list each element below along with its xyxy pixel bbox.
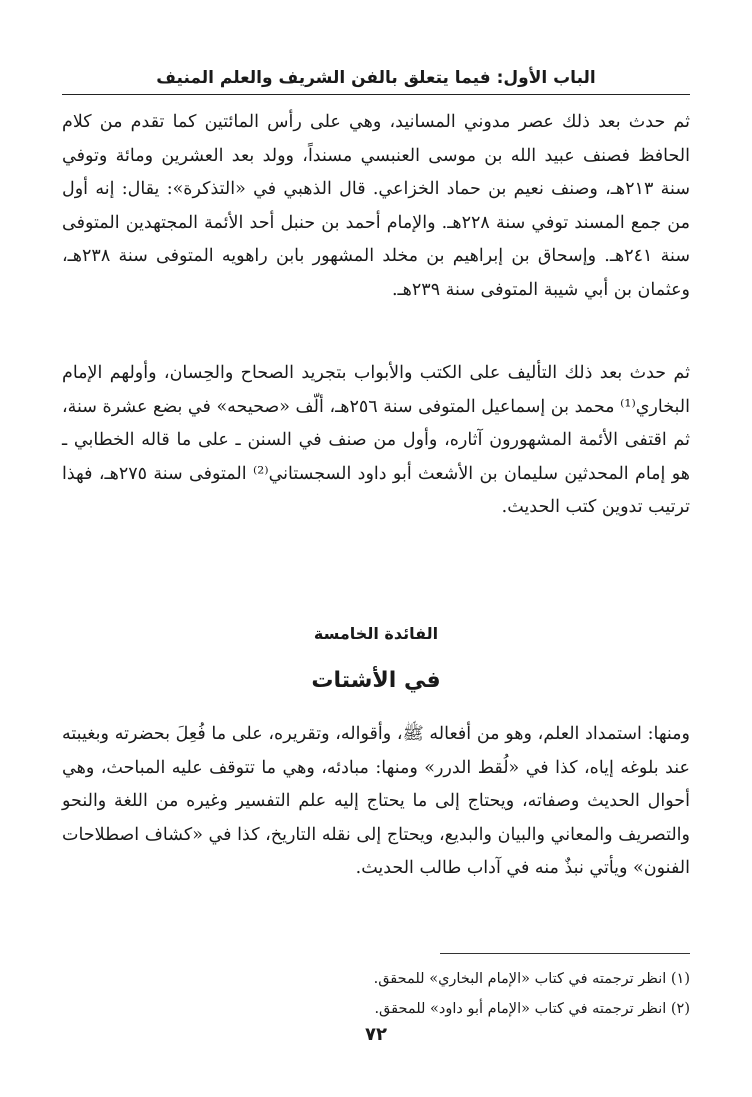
running-header: الباب الأول: فيما يتعلق بالفن الشريف والعلم المنيف (156, 68, 596, 88)
footnote-2: (٢) انظر ترجمته في كتاب «الإمام أبو داود» للمحقق. (374, 1001, 690, 1017)
header-rule (62, 94, 690, 95)
page-number: ٧٢ (365, 1024, 387, 1045)
footnotes (62, 964, 690, 1024)
paragraph-1: ثم حدث بعد ذلك عصر مدوني المسانيد، وهي على رأس المائتين كما تقدم من كلام الحافظ فصنف عبيد الله بن موسى العنبسي مسنداً، وولد بعد العشرين ومائة وتوفي سنة ٢١٣هـ، وصنف نعيم بن حماد الخزاعي. قال الذهبي في «التذكرة»: يقال: إنه أول من جمع المسند توفي سنة ٢٢٨هـ. والإمام أحمد بن حنبل أحد الأئمة المجتهدين المتوفى سنة ٢٤١هـ. وإسحاق بن إبراهيم بن مخلد المشهور بابن راهويه المتوفى سنة ٢٣٨هـ، وعثمان بن أبي شيبة المتوفى سنة ٢٣٩هـ. (62, 112, 691, 300)
section-title: في الأشتات (311, 668, 441, 693)
paragraph-2: ثم حدث بعد ذلك التأليف على الكتب والأبواب بتجريد الصحاح والحِسان، وأولهم الإمام البخاري⁽¹⁾ محمد بن إسماعيل المتوفى سنة ٢٥٦هـ، ألّف «صحيحه» في بضع عشرة سنة، ثم اقتفى الأئمة المشهورون آثاره، وأول من صنف في السنن ـ على ما قاله الخطابي ـ هو إمام المحدثين سليمان بن الأشعث أبو داود السجستاني⁽²⁾ المتوفى سنة ٢٧٥هـ، فهذا ترتيب تدوين كتب الحديث. (62, 363, 690, 517)
book-page (62, 60, 690, 1060)
footnote-1: (١) انظر ترجمته في كتاب «الإمام البخاري» للمحقق. (373, 971, 690, 987)
section-label: الفائدة الخامسة (313, 624, 439, 643)
footnote-rule (440, 953, 690, 954)
paragraph-3: ومنها: استمداد العلم، وهو من أفعاله ﷺ، وأقواله، وتقريره، على ما فُعِلَ بحضرته وبغيبته عند بلوغه إياه، كذا في «لُقط الدرر» ومنها: مبادئه، وهي ما تتوقف عليه المباحث، وهي أحوال الحديث وصفاته، ويحتاج إلى ما يحتاج إليه علم التفسير وغيره من اللغة والنحو والتصريف والمعاني والبيان والبديع، ويحتاج إلى نقله التاريخ، كذا في «كشاف اصطلاحات الفنون» ويأتي نبذٌ منه في آداب طالب الحديث. (62, 724, 690, 878)
